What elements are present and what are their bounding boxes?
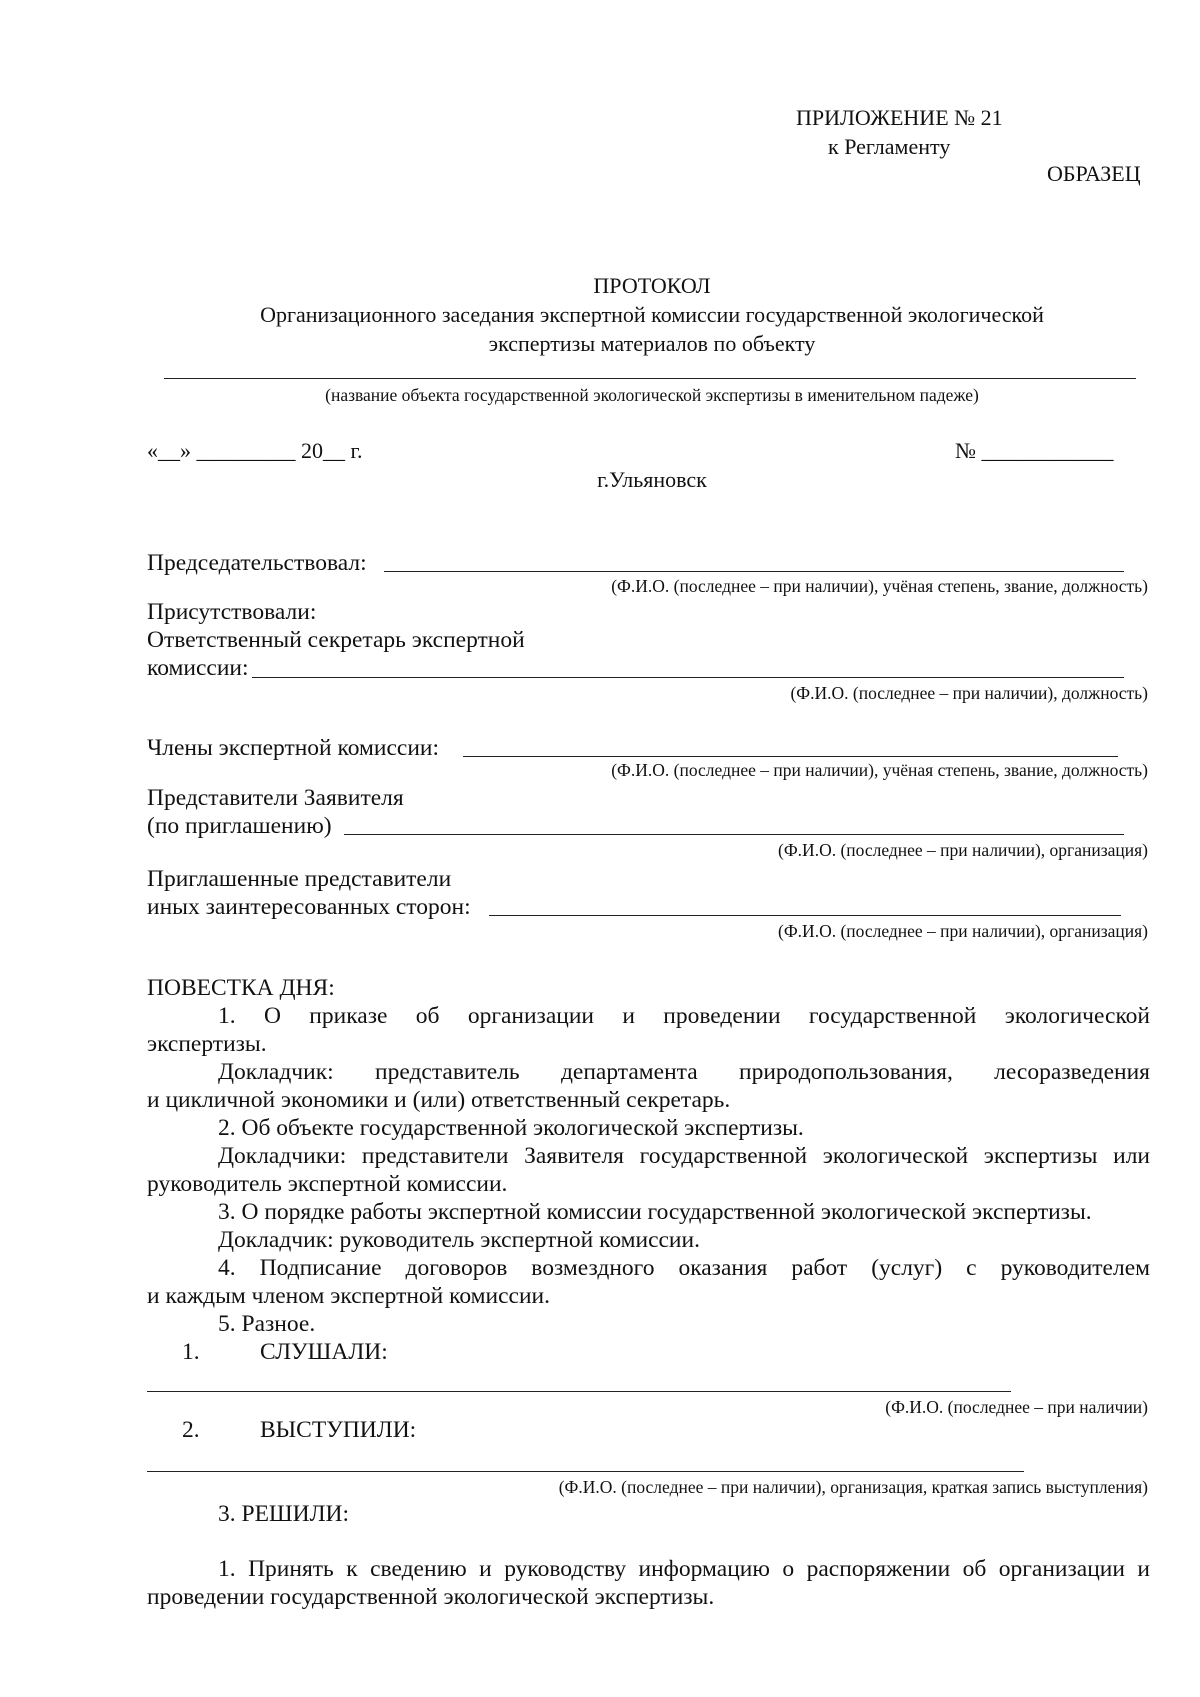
agenda-item-2: 2. Об объекте государственной экологической экспертизы.	[218, 1115, 804, 1141]
heard-hint: (Ф.И.О. (последнее – при наличии)	[885, 1397, 1148, 1417]
heard-label: СЛУШАЛИ:	[260, 1339, 388, 1365]
applicant-label-1: Представители Заявителя	[147, 785, 404, 811]
secretary-label-2: комиссии:	[147, 655, 249, 681]
invited-hint: (Ф.И.О. (последнее – при наличии), организация)	[778, 921, 1148, 941]
spoke-line	[147, 1471, 1024, 1472]
agenda-item-3: 3. О порядке работы экспертной комиссии государственной экологической экспертизы.	[218, 1199, 1092, 1225]
invited-label-1: Приглашенные представители	[147, 866, 452, 892]
chaired-hint: (Ф.И.О. (последнее – при наличии), учёная степень, звание, должность)	[611, 576, 1148, 596]
heard-line	[147, 1391, 1011, 1392]
protocol-number: № ____________	[955, 438, 1114, 463]
object-name-line	[164, 378, 1136, 379]
decision-1: 1. Принять к сведению и руководству информацию о распоряжении об организации и	[218, 1556, 1150, 1582]
appendix-number: ПРИЛОЖЕНИЕ № 21	[796, 105, 1003, 130]
applicant-line	[344, 834, 1124, 835]
decided-label: 3. РЕШИЛИ:	[218, 1501, 350, 1527]
decision-1-cont: проведении государственной экологической экспертизы.	[147, 1584, 715, 1610]
heard-number: 1.	[182, 1339, 200, 1365]
protocol-date: «__» _________ 20__ г.	[147, 438, 363, 463]
regulation-reference: к Регламенту	[828, 134, 951, 159]
invited-line	[489, 915, 1121, 916]
members-line	[463, 756, 1118, 757]
title-line-2: экспертизы материалов по объекту	[488, 331, 816, 356]
agenda-item-1-speaker-cont: и цикличной экономики и (или) ответственный секретарь.	[147, 1087, 731, 1113]
invited-label-2: иных заинтересованных сторон:	[147, 894, 471, 920]
spoke-hint: (Ф.И.О. (последнее – при наличии), организация, краткая запись выступления)	[558, 1477, 1148, 1497]
agenda-item-2-speaker: Докладчики: представители Заявителя государственной экологической экспертизы или	[218, 1143, 1150, 1169]
agenda-item-4-cont: и каждым членом экспертной комиссии.	[147, 1283, 550, 1309]
spoke-label: ВЫСТУПИЛИ:	[260, 1417, 417, 1443]
title-line-1: Организационного заседания экспертной комиссии государственной экологической	[260, 302, 1044, 327]
secretary-label-1: Ответственный секретарь экспертной	[147, 627, 525, 653]
members-hint: (Ф.И.О. (последнее – при наличии), учёная степень, звание, должность)	[611, 760, 1148, 780]
agenda-item-2-speaker-cont: руководитель экспертной комиссии.	[147, 1171, 508, 1197]
agenda-item-1-speaker: Докладчик: представитель департамента природопользования, лесоразведения	[218, 1059, 1150, 1085]
agenda-item-3-speaker: Докладчик: руководитель экспертной комиссии.	[218, 1227, 700, 1253]
applicant-hint: (Ф.И.О. (последнее – при наличии), организация)	[778, 840, 1148, 860]
spoke-number: 2.	[182, 1417, 200, 1443]
object-name-hint: (название объекта государственной экологической экспертизы в именительном падеже)	[325, 385, 979, 405]
chaired-line	[384, 571, 1124, 572]
agenda-item-4: 4. Подписание договоров возмездного оказания работ (услуг) с руководителем	[218, 1255, 1150, 1281]
document-title: ПРОТОКОЛ	[593, 273, 711, 298]
protocol-city: г.Ульяновск	[597, 467, 707, 492]
secretary-hint: (Ф.И.О. (последнее – при наличии), должность)	[790, 683, 1148, 703]
agenda-item-1-cont: экспертизы.	[147, 1031, 267, 1057]
present-label: Присутствовали:	[147, 599, 317, 625]
members-label: Члены экспертной комиссии:	[147, 735, 440, 761]
sample-mark: ОБРАЗЕЦ	[1047, 161, 1141, 186]
agenda-heading: ПОВЕСТКА ДНЯ:	[147, 975, 335, 1001]
agenda-item-1: 1. О приказе об организации и проведении государственной экологической	[218, 1003, 1150, 1029]
secretary-line	[252, 677, 1124, 678]
chaired-label: Председательствовал:	[147, 550, 367, 576]
applicant-label-2: (по приглашению)	[147, 813, 332, 839]
agenda-item-5: 5. Разное.	[218, 1311, 316, 1337]
